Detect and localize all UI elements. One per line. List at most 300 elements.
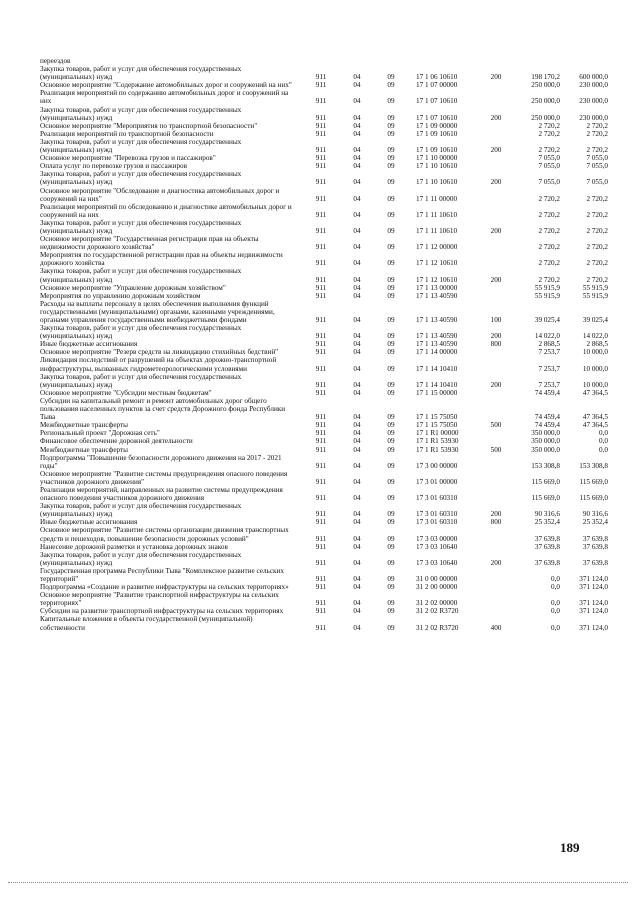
table-row [40,526,608,542]
row-subsection: 09 [387,291,395,300]
row-amount-year1: 2 720,2 [538,226,560,235]
row-expense-type [484,486,508,502]
row-amount-year1: 2 720,2 [538,210,560,219]
row-name: Мероприятия по управлению дорожным хозяйством [40,291,201,300]
row-amount-year2: 371 124,0 [579,599,608,608]
row-target-article: 17 1 13 40590 [416,291,458,300]
row-subsection: 09 [387,558,395,567]
table-row [40,454,608,470]
row-amount-year1: 0,0 [551,607,560,616]
row-name: Основное мероприятие "Управление дорожным хозяйством" [40,283,226,292]
row-expense-type [484,356,508,372]
row-admin-code: 911 [315,461,327,470]
row-amount-year1: 2 720,2 [538,194,560,203]
row-admin-code: 911 [315,575,327,583]
row-target-article: 17 1 R1 00000 [416,429,459,438]
row-amount-year2: 14 022,0 [582,332,608,341]
row-subsection: 09 [387,121,395,130]
row-admin-code: 911 [315,259,327,268]
row-expense-type [484,187,508,203]
row-section: 04 [353,97,361,106]
row-section: 04 [353,429,361,438]
row-subsection: 09 [387,348,395,357]
row-amount-year1: 0,0 [551,575,560,583]
row-section: 04 [353,154,361,163]
row-admin-code: 911 [315,558,327,567]
row-amount-year1: 90 316,6 [534,510,560,519]
row-target-article: 17 3 03 10640 [416,558,458,567]
row-amount-year2: 2 720,2 [586,259,608,268]
row-amount-year2: 7 055,0 [586,154,608,163]
row-target-article: 17 1 12 00000 [416,243,458,252]
row-section: 04 [353,210,361,219]
row-section: 04 [353,558,361,567]
table-row [40,170,608,186]
row-name: Мероприятия по государственной регистрации прав на объекты недвижимости дорожного хозяйства [40,251,283,268]
row-section: 04 [353,437,361,446]
table-row [40,187,608,203]
row-name: Основное мероприятие "Субсидии местным бюджетам" [40,388,212,397]
row-admin-code: 911 [315,534,327,543]
row-amount-year2: 153 308,8 [579,461,608,470]
table-row [40,284,608,292]
row-admin-code: 911 [315,291,327,300]
row-expense-type [484,57,508,65]
row-target-article: 17 1 13 00000 [416,283,458,292]
row-expense-type: 200 [490,275,502,284]
row-name: Основное мероприятие "Резерв средств на ликвидацию стихийных бедствий" [40,348,279,357]
row-expense-type [484,251,508,267]
row-section: 04 [353,146,361,155]
row-subsection: 09 [387,146,395,155]
row-target-article: 31 2 02 00000 [416,599,458,608]
row-section: 04 [353,259,361,268]
row-expense-type: 800 [490,340,502,349]
row-target-article: 17 3 01 60310 [416,510,458,519]
row-amount-year1: 14 022,0 [534,332,560,341]
row-amount-year1: 2 720,2 [538,243,560,252]
row-subsection: 09 [387,623,395,632]
row-admin-code: 911 [315,316,327,324]
row-amount-year1: 2 720,2 [538,121,560,130]
row-name: Основное мероприятие "Перевозка грузов и пассажиров" [40,154,216,163]
row-amount-year1: 153 308,8 [531,461,560,470]
row-expense-type: 200 [490,73,502,82]
row-admin-code: 911 [315,477,327,486]
row-section: 04 [353,178,361,187]
row-admin-code: 911 [315,194,327,203]
table-row [40,267,608,283]
table-row [40,219,608,235]
table-row [40,65,608,81]
row-amount-year1: 55 915,9 [534,283,560,292]
row-target-article: 17 1 06 10610 [416,73,458,82]
table-row [40,106,608,122]
table-row [40,421,608,429]
row-amount-year2: 47 364,5 [582,421,608,430]
row-target-article: 17 1 14 10410 [416,364,458,373]
row-expense-type [484,154,508,162]
row-admin-code: 911 [315,510,327,519]
table-row [40,397,608,421]
row-amount-year1: 37 639,8 [534,542,560,551]
row-amount-year2: 600 000,0 [579,73,608,82]
row-amount-year1: 2 720,2 [538,259,560,268]
row-amount-year1: 2 720,2 [538,146,560,155]
row-section: 04 [353,518,361,527]
row-subsection: 09 [387,162,395,171]
row-amount-year2: 10 000,0 [582,380,608,389]
row-amount-year1: 0,0 [551,623,560,632]
row-name: Региональный проект "Дорожная сеть" [40,429,160,438]
row-name: Иные бюджетные ассигнования [40,518,138,527]
table-row [40,348,608,356]
row-name: Закупка товаров, работ и услуг для обеспечения государственных (муниципальных) нужд [40,372,242,389]
row-admin-code: 911 [315,210,327,219]
table-row [40,615,608,631]
row-name: Закупка товаров, работ и услуг для обеспечения государственных (муниципальных) нужд [40,65,242,82]
row-admin-code: 911 [315,437,327,446]
table-row [40,57,608,65]
row-expense-type: 200 [490,558,502,567]
row-subsection: 09 [387,316,395,324]
row-expense-type [484,292,508,300]
row-target-article: 17 1 15 00000 [416,388,458,397]
row-name: Закупка товаров, работ и услуг для обеспечения государственных (муниципальных) нужд [40,105,242,122]
table-row [40,138,608,154]
row-subsection [372,57,410,65]
row-amount-year2 [560,57,608,65]
table-row [40,122,608,130]
row-subsection: 09 [387,243,395,252]
table-row [40,203,608,219]
row-amount-year2: 0,0 [599,445,608,454]
row-name: Субсидии на развитие транспортной инфраструктуры на сельских территориях [40,607,284,616]
row-expense-type: 200 [490,380,502,389]
row-section: 04 [353,494,361,503]
table-row [40,429,608,437]
row-amount-year2: 37 639,8 [582,534,608,543]
row-amount-year1: 250 000,0 [531,113,560,122]
row-subsection: 09 [387,494,395,503]
row-amount-year1 [508,57,560,65]
row-amount-year2: 230 000,0 [579,97,608,106]
row-name: Реализация мероприятий, направленных на развитие системы предупреждения опасного поведения участников дорожного движения [40,485,283,503]
row-amount-year1: 39 025,4 [534,316,560,324]
row-amount-year2: 7 055,0 [586,178,608,187]
row-section: 04 [353,340,361,349]
row-admin-code: 911 [315,226,327,235]
row-section: 04 [353,542,361,551]
row-section: 04 [353,388,361,397]
row-target-article: 17 1 11 00000 [416,194,458,203]
row-subsection: 09 [387,340,395,349]
row-amount-year1: 7 055,0 [538,154,560,163]
row-section: 04 [353,316,361,324]
row-amount-year2: 0,0 [599,429,608,438]
row-section: 04 [353,113,361,122]
row-target-article: 17 1 07 10610 [416,97,458,106]
row-expense-type [484,89,508,105]
row-expense-type [484,130,508,138]
row-amount-year1: 0,0 [551,599,560,608]
table-row [40,324,608,340]
row-name: Капитальные вложения в объекты государственной (муниципальной) собственности [40,615,253,632]
row-amount-year2: 115 669,0 [579,477,608,486]
row-amount-year2: 371 124,0 [579,607,608,616]
table-row [40,446,608,454]
row-subsection: 09 [387,583,395,592]
row-amount-year2: 37 639,8 [582,542,608,551]
row-target-article: 17 3 01 60310 [416,494,458,503]
row-admin-code: 911 [315,121,327,130]
row-name: Иные бюджетные ассигнования [40,340,138,349]
row-amount-year1: 350 000,0 [531,445,560,454]
row-admin-code: 911 [315,146,327,155]
table-row [40,583,608,591]
row-expense-type: 400 [490,623,502,632]
row-section: 04 [353,226,361,235]
row-amount-year1: 350 000,0 [531,437,560,446]
row-admin-code: 911 [315,599,327,608]
row-subsection: 09 [387,445,395,454]
row-amount-year1: 37 639,8 [534,534,560,543]
row-amount-year2: 371 124,0 [579,575,608,583]
row-target-article: 31 0 00 00000 [416,575,458,583]
row-amount-year2: 47 364,5 [582,388,608,397]
table-row [40,81,608,89]
row-amount-year2: 10 000,0 [582,348,608,357]
row-section: 04 [353,413,361,422]
row-target-article: 17 1 12 10610 [416,259,458,268]
row-admin-code: 911 [315,81,327,90]
row-amount-year2: 55 915,9 [582,283,608,292]
row-admin-code [300,57,342,65]
row-expense-type [484,470,508,486]
table-row [40,340,608,348]
row-admin-code: 911 [315,542,327,551]
row-target-article: 31 2 02 R3720 [416,607,459,616]
row-target-article: 17 1 14 00000 [416,348,458,357]
row-amount-year2: 25 352,4 [582,518,608,527]
row-name: Основное мероприятие "Государственная регистрация прав на объекты недвижимости дорожного хозяйства" [40,235,259,252]
row-section: 04 [353,599,361,608]
row-target-article: 17 1 13 40590 [416,316,458,324]
row-target-article: 17 1 15 75050 [416,413,458,422]
row-amount-year2: 371 124,0 [579,623,608,632]
row-name: Закупка товаров, работ и услуг для обеспечения государственных (муниципальных) нужд [40,550,242,567]
table-row [40,389,608,397]
row-amount-year2: 0,0 [599,437,608,446]
row-section: 04 [353,332,361,341]
row-admin-code: 911 [315,445,327,454]
row-expense-type: 500 [490,445,502,454]
row-amount-year1: 250 000,0 [531,81,560,90]
row-section: 04 [353,510,361,519]
row-subsection: 09 [387,226,395,235]
row-section: 04 [353,623,361,632]
row-target-article: 17 1 07 00000 [416,81,458,90]
row-name: Основное мероприятие "Развитие системы предупреждения опасного поведения участников дорожного движения" [40,469,288,486]
row-amount-year1: 7 055,0 [538,178,560,187]
row-subsection: 09 [387,194,395,203]
row-section: 04 [353,607,361,616]
table-row [40,154,608,162]
table-row [40,486,608,502]
row-subsection: 09 [387,477,395,486]
row-name: Реализация мероприятий по содержанию автомобильных дорог и сооружений на них [40,89,289,106]
row-expense-type: 200 [490,146,502,155]
table-row [40,162,608,170]
row-amount-year2: 47 364,5 [582,413,608,422]
row-admin-code: 911 [315,388,327,397]
row-subsection: 09 [387,97,395,106]
row-amount-year1: 115 669,0 [531,477,560,486]
row-section [342,57,372,65]
row-expense-type [484,567,508,583]
row-admin-code: 911 [315,97,327,106]
row-subsection: 09 [387,388,395,397]
row-amount-year2: 2 720,2 [586,121,608,130]
budget-table [40,57,608,632]
row-amount-year1: 2 720,2 [538,275,560,284]
row-subsection: 09 [387,81,395,90]
row-subsection: 09 [387,413,395,422]
row-target-article: 17 1 15 75050 [416,421,458,430]
row-target-article: 17 1 09 10610 [416,146,458,155]
row-amount-year2: 371 124,0 [579,583,608,592]
row-expense-type [484,429,508,437]
row-amount-year2: 10 000,0 [582,364,608,373]
row-admin-code: 911 [315,380,327,389]
row-amount-year2: 90 316,6 [582,510,608,519]
row-subsection: 09 [387,380,395,389]
row-target-article: 17 3 01 60310 [416,518,458,527]
row-section: 04 [353,194,361,203]
row-name: Закупка товаров, работ и услуг для обеспечения государственных (муниципальных) нужд [40,502,242,519]
row-target-article: 17 1 07 10610 [416,113,458,122]
row-expense-type [484,607,508,615]
row-subsection: 09 [387,542,395,551]
row-name: Нанесение дорожной разметки и установка дорожных знаков [40,542,228,551]
row-subsection: 09 [387,510,395,519]
row-name: Закупка товаров, работ и услуг для обеспечения государственных (муниципальных) нужд [40,137,242,155]
row-expense-type: 200 [490,113,502,122]
row-admin-code: 911 [315,421,327,430]
row-target-article: 17 1 13 40590 [416,332,458,341]
row-name: Основное мероприятие "Содержание автомобильных дорог и сооружений на них" [40,81,292,90]
row-subsection: 09 [387,283,395,292]
row-admin-code: 911 [315,518,327,527]
row-name: переездов [40,57,71,65]
row-target-article: 31 2 02 R3720 [416,623,459,632]
row-subsection: 09 [387,178,395,187]
row-name: Закупка товаров, работ и услуг для обеспечения государственных (муниципальных) нужд [40,267,242,284]
row-subsection: 09 [387,275,395,284]
row-target-article: 17 1 R1 53930 [416,445,459,454]
row-name: Оплата услуг по перевозке грузов и пассажиров [40,162,188,171]
row-expense-type [484,122,508,130]
row-name: Основное мероприятие "Развитие транспортной инфраструктуры на сельских территориях" [40,591,279,608]
row-amount-year1: 74 459,4 [534,388,560,397]
row-subsection: 09 [387,518,395,527]
row-admin-code: 911 [315,583,327,592]
row-subsection: 09 [387,332,395,341]
row-expense-type: 800 [490,518,502,527]
row-subsection: 09 [387,599,395,608]
row-subsection: 09 [387,73,395,82]
row-name: Ликвидация последствий от разрушений на объектах дорожно-транспортной инфраструктуры, вызванных гидрометеорологическими условиями [40,356,277,373]
row-section: 04 [353,380,361,389]
row-section: 04 [353,575,361,583]
table-row [40,543,608,551]
row-name: Подпрограмма "Повышение безопасности дорожного движения на 2017 - 2021 годы" [40,453,282,470]
row-admin-code: 911 [315,348,327,357]
row-admin-code: 911 [315,364,327,373]
row-name: Межбюджетные трансферты [40,421,128,430]
table-row [40,591,608,607]
row-target-article: 31 2 00 00000 [416,583,458,592]
row-section: 04 [353,291,361,300]
row-expense-type [484,284,508,292]
row-amount-year2: 55 915,9 [582,291,608,300]
row-admin-code: 911 [315,113,327,122]
table-row [40,292,608,300]
row-amount-year2: 7 055,0 [586,162,608,171]
row-expense-type [484,454,508,470]
row-amount-year1: 350 000,0 [531,429,560,438]
footer-dotted-line [8,882,628,883]
row-target-article: 17 1 12 10610 [416,275,458,284]
row-amount-year2: 2 720,2 [586,129,608,138]
row-name: Подпрограмма «Создание и развитие инфраструктуры на сельских территориях» [40,583,289,592]
row-amount-year1: 7 253,7 [538,364,560,373]
row-expense-type [484,203,508,219]
row-admin-code: 911 [315,413,327,422]
row-target-article: 17 3 03 00000 [416,534,458,543]
row-expense-type: 200 [490,178,502,187]
row-amount-year1: 7 253,7 [538,380,560,389]
row-section: 04 [353,534,361,543]
row-name: Реализация мероприятий по обследованию и диагностике автомобильных дорог и сооружений на них [40,202,292,219]
row-admin-code: 911 [315,429,327,438]
row-admin-code: 911 [315,162,327,171]
row-admin-code: 911 [315,178,327,187]
row-amount-year1: 25 352,4 [534,518,560,527]
row-subsection: 09 [387,429,395,438]
row-expense-type [484,162,508,170]
row-target-article: 17 1 10 10610 [416,178,458,187]
row-expense-type [484,526,508,542]
table-row [40,373,608,389]
row-amount-year2: 2 720,2 [586,243,608,252]
row-amount-year2: 2 720,2 [586,194,608,203]
row-target-article: 17 1 10 00000 [416,154,458,163]
row-name: Финансовое обеспечение дорожной деятельности [40,437,193,446]
row-amount-year1: 37 639,8 [534,558,560,567]
row-name: Закупка товаров, работ и услуг для обеспечения государственных (муниципальных) нужд [40,218,242,235]
row-admin-code: 911 [315,607,327,616]
row-section: 04 [353,445,361,454]
row-section: 04 [353,121,361,130]
table-row [40,567,608,583]
row-target-article: 17 1 R1 53930 [416,437,459,446]
table-row [40,518,608,526]
row-expense-type [484,389,508,397]
row-target-article: 17 1 11 10610 [416,210,458,219]
row-admin-code: 911 [315,275,327,284]
row-name: Основное мероприятие "Мероприятия по транспортной безопасности" [40,121,258,130]
